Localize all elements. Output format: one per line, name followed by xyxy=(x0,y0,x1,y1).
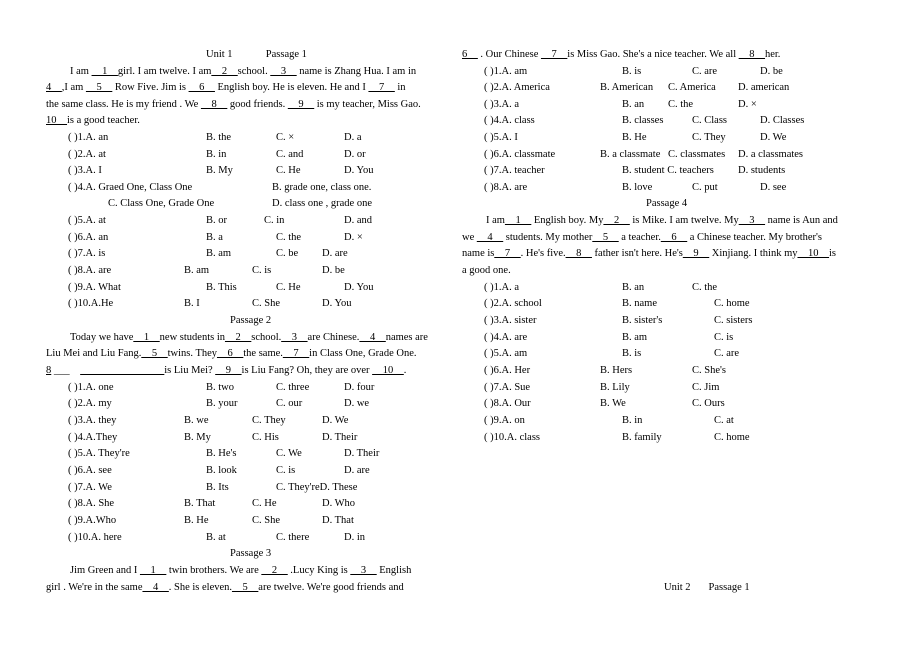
passage1-title: Unit 1 Passage 1 xyxy=(206,49,307,60)
unit2-heading: Unit 2 Passage 1 xyxy=(664,582,750,593)
passage2-line-2: Liu Mei and Liu Fang.__5__twins. They__6__the same.__7__in Class One, Grade One. xyxy=(46,348,417,359)
passage4-title: Passage 4 xyxy=(646,198,688,209)
passage1-line-3: the same class. He is my friend . We __8__ good friends. __9__ is my teacher, Miss Gao. xyxy=(46,99,421,110)
passage3-line-3: 6__ . Our Chinese __7__is Miss Gao. She's a nice teacher. We all __8__her. xyxy=(462,49,781,60)
passage1-line-4: 10__is a good teacher. xyxy=(46,115,140,126)
passage3-line-1: Jim Green and I __1__ twin brothers. We are __2__ .Lucy King is __3__ English xyxy=(70,565,412,576)
passage2-title: Passage 2 xyxy=(230,315,272,326)
passage3-title: Passage 3 xyxy=(230,548,272,559)
passage2-line-1: Today we have__1__new students in__2__school.__3__are Chinese.__4__names are xyxy=(70,332,428,343)
passage4-line-3: name is__7__. He's five.__8__ father isn't here. He's__9__ Xinjiang. I think my__10__is xyxy=(462,248,837,259)
passage1-line-2: 4__,I am __5__ Row Five. Jim is __6__ English boy. He is eleven. He and I __7__ in xyxy=(46,82,406,93)
passage3-line-2: girl . We're in the same__4__. She is eleven.__5__are twelve. We're good friends and xyxy=(46,582,404,593)
passage4-line-1: I am__1__ English boy. My__2__ is Mike. I am twelve. My__3__ name is Aun and xyxy=(486,215,838,226)
passage1-line-1: I am __1__girl. I am twelve. I am__2__school. __3__ name is Zhang Hua. I am in xyxy=(70,66,417,77)
passage4-line-4: a good one. xyxy=(462,265,511,276)
passage2-line-3: 8 ___ ________________is Liu Mei? __9__is Liu Fang? Oh, they are over __10__. xyxy=(46,365,407,376)
passage4-line-2: we __4__ students. My mother__5__ a teacher.__6__ a Chinese teacher. My brother's xyxy=(462,232,822,243)
